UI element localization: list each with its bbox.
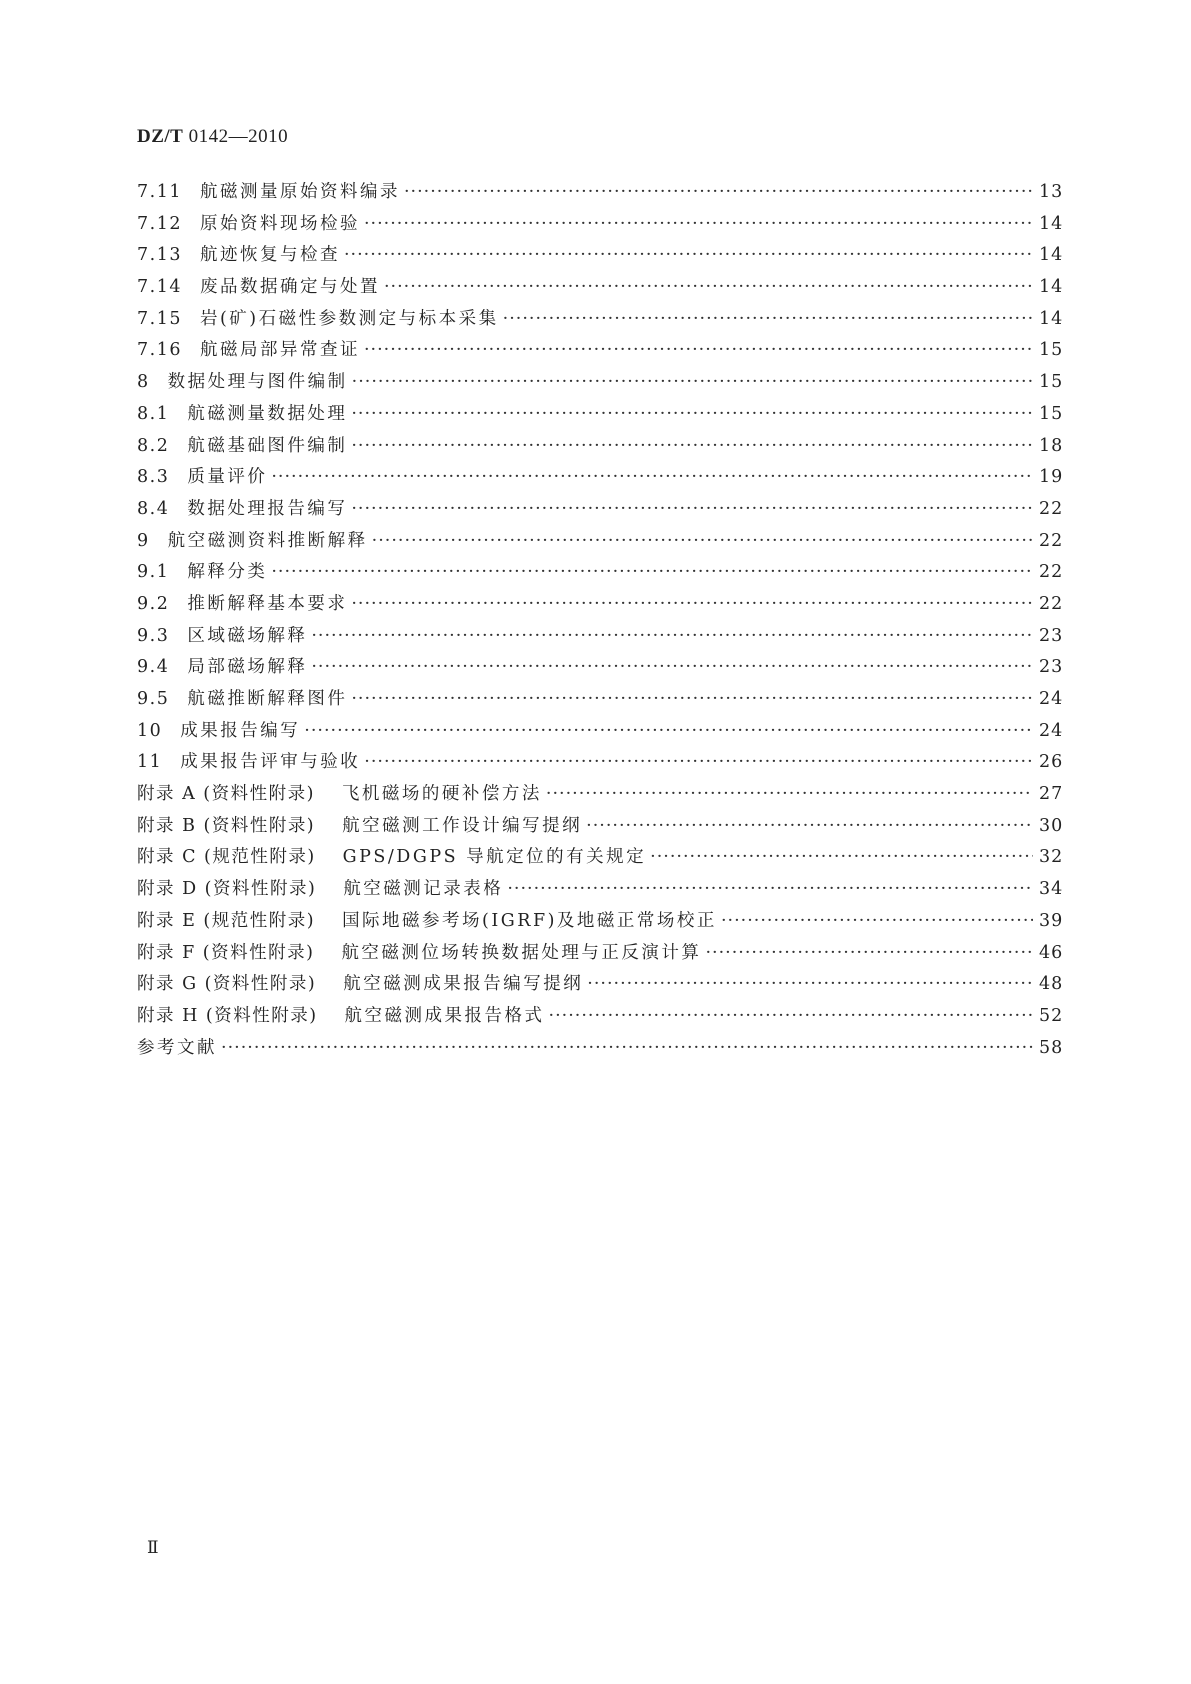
toc-entry-title: 解释分类	[187, 562, 268, 583]
toc-dot-leader	[311, 626, 1033, 646]
toc-entry-number: 8.3	[137, 467, 170, 488]
toc-entry-title: 废品数据确定与处置	[199, 277, 380, 298]
toc-entry-title: 航空磁测位场转换数据处理与正反演计算	[341, 942, 702, 963]
toc-dot-leader	[351, 499, 1033, 519]
toc-entry-title: 航空磁测成果报告编写提纲	[343, 974, 584, 995]
toc-entry-title: 原始资料现场检验	[199, 213, 360, 234]
toc-entry-title: 成果报告评审与验收	[180, 752, 361, 773]
toc-entry-title: 航磁局部异常查证	[199, 340, 360, 361]
toc-entry-title: 航磁测量原始资料编录	[199, 182, 400, 202]
toc-entry-page: 13	[1039, 182, 1064, 202]
toc-entry[interactable]	[137, 590, 1063, 622]
standard-code: DZ/T	[137, 126, 184, 147]
toc-dot-leader	[351, 689, 1033, 709]
toc-entry-number: 附录 D (资料性附录)	[137, 879, 317, 900]
toc-entry-number: 7.13	[137, 245, 182, 266]
toc-entry-number: 8	[137, 372, 150, 393]
toc-entry-page: 39	[1039, 910, 1064, 931]
toc-entry-title: 成果报告编写	[180, 720, 301, 741]
toc-entry-number: 9.2	[137, 593, 170, 614]
toc-entry-number: 附录 H (资料性附录)	[137, 1005, 318, 1026]
toc-entry-title: 航空磁测记录表格	[343, 879, 504, 900]
toc-dot-leader	[587, 974, 1033, 994]
toc-entry-page: 19	[1039, 467, 1064, 488]
toc-entry-page: 58	[1039, 1037, 1064, 1058]
toc-entry-number: 7.11	[137, 182, 182, 202]
toc-entry-page: 22	[1039, 498, 1064, 519]
toc-dot-leader	[364, 214, 1033, 234]
toc-entry-number: 附录 G (资料性附录)	[137, 974, 317, 995]
toc-entry-number: 10	[137, 720, 163, 741]
toc-entry[interactable]	[137, 241, 1063, 273]
toc-dot-leader	[311, 657, 1033, 677]
standard-number: 0142—2010	[188, 126, 289, 147]
toc-entry-page: 27	[1039, 784, 1064, 805]
toc-entry-number: 8.4	[137, 498, 170, 519]
toc-entry-number: 8.1	[137, 403, 170, 424]
toc-entry-number: 9.5	[137, 689, 170, 709]
toc-entry[interactable]	[137, 685, 1063, 717]
toc-entry-number: 9	[137, 530, 150, 551]
toc-entry-title: 航空磁测工作设计编写提纲	[342, 815, 583, 836]
toc-dot-leader	[549, 1006, 1033, 1026]
toc-entry-number: 8.2	[137, 435, 170, 456]
toc-entry-page: 18	[1039, 435, 1064, 456]
toc-entry-number: 附录 B (资料性附录)	[137, 815, 316, 836]
toc-entry[interactable]	[137, 970, 1063, 1002]
toc-dot-leader	[384, 277, 1033, 297]
toc-entry-title: 参考文献	[137, 1037, 217, 1058]
toc-entry-title: 区域磁场解释	[187, 625, 308, 646]
toc-dot-leader	[304, 721, 1033, 741]
toc-entry[interactable]	[137, 273, 1063, 305]
toc-entry-title: 航磁推断解释图件	[187, 689, 348, 709]
toc-entry-page: 26	[1039, 752, 1064, 773]
toc-entry[interactable]	[137, 432, 1063, 464]
toc-entry-page: 48	[1039, 974, 1064, 995]
toc-entry[interactable]	[137, 748, 1063, 780]
document-header	[137, 126, 288, 148]
toc-entry-title: 质量评价	[187, 467, 268, 488]
toc-entry-number: 9.4	[137, 657, 170, 678]
toc-entry-page: 15	[1039, 372, 1064, 393]
toc-entry[interactable]	[137, 178, 1063, 210]
toc-entry-title: 推断解释基本要求	[187, 593, 348, 614]
toc-dot-leader	[344, 245, 1033, 265]
toc-entry-title: 岩(矿)石磁性参数测定与标本采集	[199, 308, 499, 329]
toc-dot-leader	[372, 531, 1033, 551]
toc-dot-leader	[705, 943, 1033, 963]
toc-entry-page: 22	[1039, 530, 1064, 551]
toc-entry-page: 14	[1039, 213, 1064, 234]
toc-dot-leader	[351, 404, 1033, 424]
toc-entry[interactable]	[137, 368, 1063, 400]
toc-entry[interactable]	[137, 463, 1063, 495]
toc-entry[interactable]	[137, 780, 1063, 812]
toc-entry-page: 24	[1039, 689, 1064, 709]
toc-dot-leader	[650, 847, 1033, 867]
toc-entry[interactable]	[137, 843, 1063, 875]
toc-entry-title: 航磁基础图件编制	[187, 435, 348, 456]
toc-dot-leader	[503, 309, 1033, 329]
toc-entry-title: 航空磁测资料推断解释	[167, 530, 368, 551]
toc-entry-page: 23	[1039, 625, 1064, 646]
toc-entry[interactable]	[137, 305, 1063, 337]
toc-entry-number: 9.3	[137, 625, 170, 646]
table-of-contents	[137, 178, 1063, 1065]
toc-entry-page: 24	[1039, 720, 1064, 741]
toc-entry-page: 46	[1039, 942, 1064, 963]
toc-entry[interactable]	[137, 939, 1063, 971]
toc-entry-page: 14	[1039, 277, 1064, 298]
toc-entry-number: 附录 C (规范性附录)	[137, 847, 316, 868]
toc-entry[interactable]	[137, 495, 1063, 527]
toc-dot-leader	[364, 752, 1033, 772]
toc-entry[interactable]	[137, 875, 1063, 907]
toc-entry[interactable]	[137, 527, 1063, 559]
toc-entry[interactable]	[137, 653, 1063, 685]
toc-dot-leader	[404, 182, 1033, 202]
toc-dot-leader	[351, 594, 1033, 614]
toc-entry-page: 30	[1039, 815, 1064, 836]
toc-entry-number: 附录 E (规范性附录)	[137, 910, 316, 931]
toc-dot-leader	[507, 879, 1033, 899]
toc-entry[interactable]	[137, 558, 1063, 590]
toc-entry-title: 局部磁场解释	[187, 657, 308, 678]
toc-entry[interactable]	[137, 1002, 1063, 1034]
toc-dot-leader	[271, 467, 1033, 487]
toc-dot-leader	[221, 1038, 1033, 1058]
toc-dot-leader	[721, 911, 1033, 931]
toc-entry-title: 数据处理报告编写	[187, 498, 348, 519]
toc-entry-page: 22	[1039, 562, 1064, 583]
toc-entry-page: 34	[1039, 879, 1064, 900]
toc-entry-number: 7.12	[137, 213, 182, 234]
toc-entry-number: 附录 F (资料性附录)	[137, 942, 315, 963]
toc-dot-leader	[352, 372, 1033, 392]
toc-entry-page: 52	[1039, 1005, 1064, 1026]
toc-entry[interactable]	[137, 812, 1063, 844]
toc-dot-leader	[351, 436, 1033, 456]
toc-entry-title: 航空磁测成果报告格式	[344, 1005, 545, 1026]
toc-entry-page: 14	[1039, 245, 1064, 266]
toc-entry-number: 7.16	[137, 340, 182, 361]
toc-entry-page: 15	[1039, 403, 1064, 424]
toc-entry-number: 7.15	[137, 308, 182, 329]
toc-entry-number: 9.1	[137, 562, 170, 583]
toc-entry[interactable]	[137, 336, 1063, 368]
toc-entry-number: 11	[137, 752, 163, 773]
toc-dot-leader	[546, 784, 1033, 804]
toc-entry-page: 22	[1039, 593, 1064, 614]
toc-entry-number: 7.14	[137, 277, 182, 298]
toc-entry[interactable]	[137, 1034, 1063, 1066]
toc-entry[interactable]	[137, 400, 1063, 432]
toc-entry-title: 数据处理与图件编制	[167, 372, 348, 393]
toc-dot-leader	[586, 816, 1033, 836]
toc-entry-page: 23	[1039, 657, 1064, 678]
toc-entry-page: 14	[1039, 308, 1064, 329]
toc-entry-title: 飞机磁场的硬补偿方法	[341, 784, 542, 805]
toc-dot-leader	[271, 562, 1033, 582]
toc-dot-leader	[364, 340, 1033, 360]
toc-entry[interactable]	[137, 622, 1063, 654]
toc-entry-page: 32	[1039, 847, 1064, 868]
toc-entry-number: 附录 A (资料性附录)	[137, 784, 315, 805]
page-number: Ⅱ	[147, 1538, 159, 1557]
toc-entry-page: 15	[1039, 340, 1064, 361]
toc-entry-title: GPS/DGPS 导航定位的有关规定	[342, 847, 647, 868]
toc-entry[interactable]	[137, 717, 1063, 749]
toc-entry-title: 航磁测量数据处理	[187, 403, 348, 424]
toc-entry[interactable]	[137, 907, 1063, 939]
toc-entry[interactable]	[137, 210, 1063, 242]
toc-entry-title: 航迹恢复与检查	[199, 245, 340, 266]
toc-entry-title: 国际地磁参考场(IGRF)及地磁正常场校正	[342, 910, 717, 931]
